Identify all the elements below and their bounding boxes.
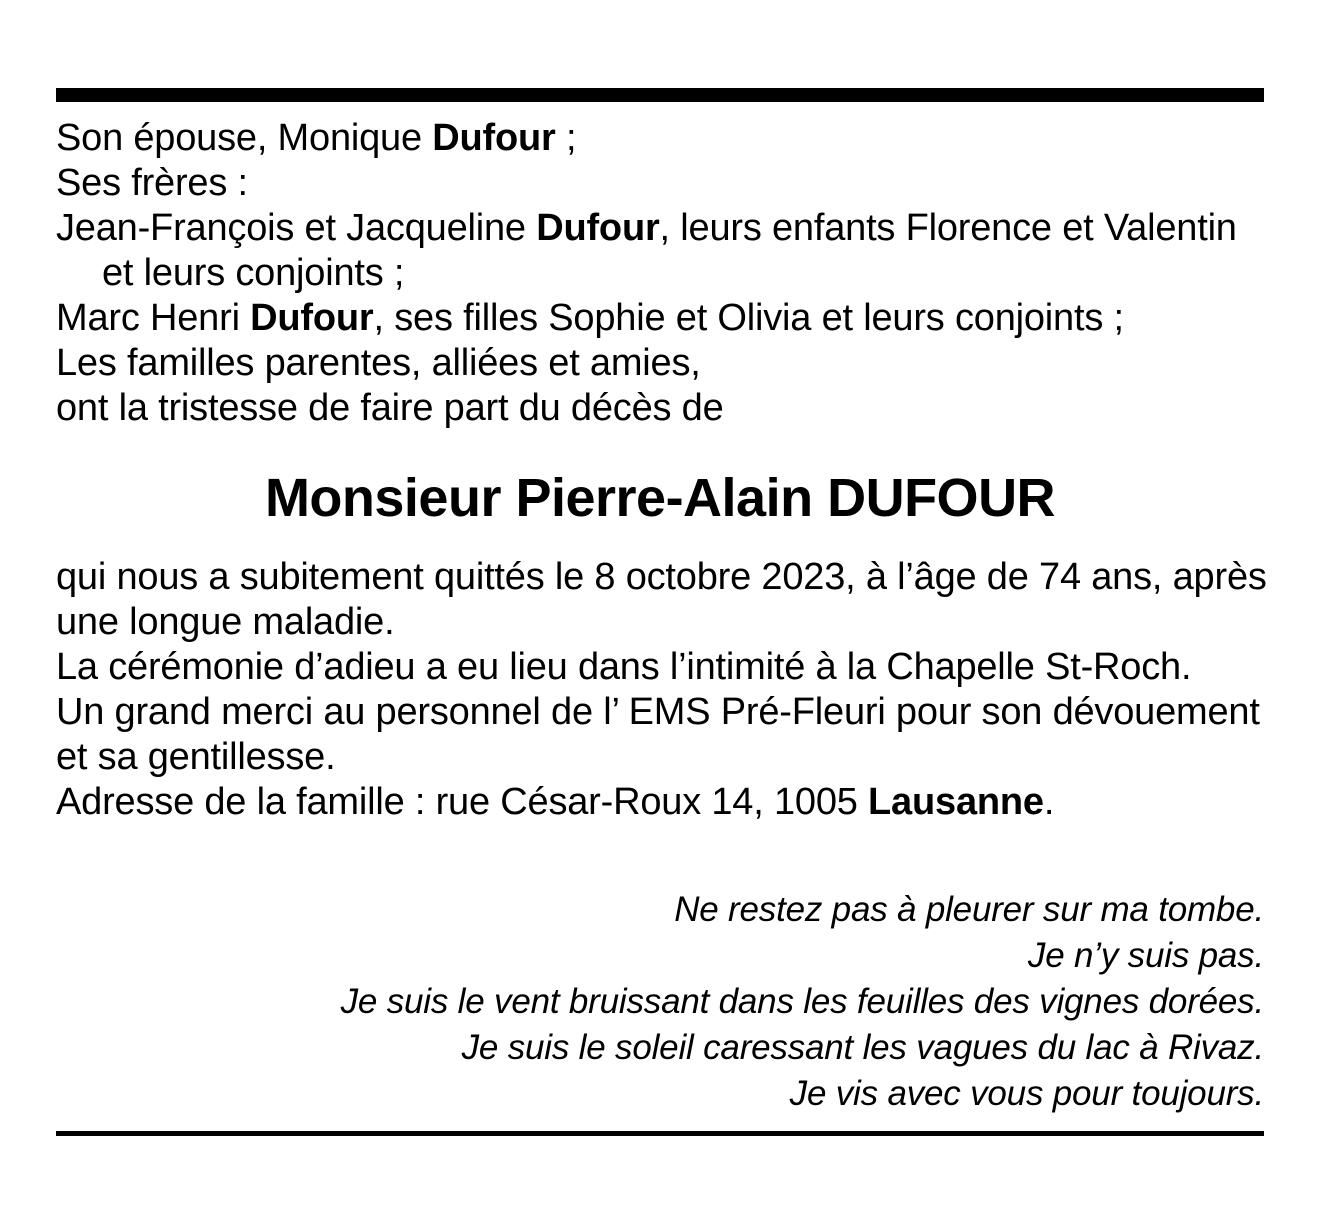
text-line [56, 735, 1264, 780]
poem-line: Ne restez pas à pleurer sur ma tombe. [674, 890, 1264, 929]
text-segment: ont la tristesse de faire part du décès de [56, 387, 724, 429]
poem-block [56, 887, 1264, 1117]
text-segment: et leurs conjoints ; [102, 252, 405, 294]
text-line [56, 341, 1264, 386]
poem-line: Je suis le vent bruissant dans les feuilles des vignes dorées. [340, 982, 1264, 1021]
top-rule-divider [56, 88, 1264, 102]
text-line [56, 600, 1264, 645]
text-segment: Jean-François et Jacqueline [56, 207, 537, 249]
text-line [56, 386, 1264, 431]
text-line [56, 645, 1264, 690]
details-block [56, 555, 1267, 825]
announcement-block [56, 116, 1264, 431]
family-name-emphasis: Dufour [250, 297, 374, 339]
deceased-name: Monsieur Pierre-Alain DUFOUR [264, 468, 1056, 528]
text-line [56, 555, 1267, 600]
family-name-emphasis: Lausanne [868, 781, 1044, 823]
text-segment: . [1043, 781, 1055, 823]
family-name-emphasis: Dufour [536, 207, 660, 249]
text-line [56, 206, 1264, 251]
bottom-rule-divider [56, 1131, 1264, 1136]
text-segment: Marc Henri [56, 297, 251, 339]
poem-line: Je suis le soleil caressant les vagues du lac à Rivaz. [461, 1028, 1264, 1067]
text-line [56, 161, 1264, 206]
text-line [56, 690, 1264, 735]
family-name-emphasis: Dufour [432, 117, 556, 159]
text-line [56, 296, 1264, 341]
text-segment: et sa gentillesse. [56, 736, 336, 778]
text-line [56, 780, 1264, 825]
text-segment: une longue maladie. [56, 601, 395, 643]
poem-line: Je n’y suis pas. [1027, 936, 1264, 975]
text-segment: qui nous a subitement quittés le 8 octobre 2023, à l’âge de 74 ans, après [56, 556, 1267, 598]
text-line [56, 116, 1264, 161]
text-segment: Adresse de la famille : rue César-Roux 14, 1005 [56, 781, 869, 823]
text-segment: ; [555, 117, 577, 159]
text-segment: La cérémonie d’adieu a eu lieu dans l’intimité à la Chapelle St-Roch. [56, 646, 1192, 688]
text-segment: , ses filles Sophie et Olivia et leurs conjoints ; [373, 297, 1124, 339]
text-segment: Ses frères : [56, 162, 248, 204]
text-segment: Les familles parentes, alliées et amies, [56, 342, 701, 384]
text-segment: , leurs enfants Florence et Valentin [659, 207, 1237, 249]
text-line [56, 251, 1264, 296]
poem-line: Je vis avec vous pour toujours. [789, 1074, 1264, 1113]
text-segment: Un grand merci au personnel de l’ EMS Pré-Fleuri pour son dévouement [56, 691, 1260, 733]
text-segment: Son épouse, Monique [56, 117, 433, 159]
